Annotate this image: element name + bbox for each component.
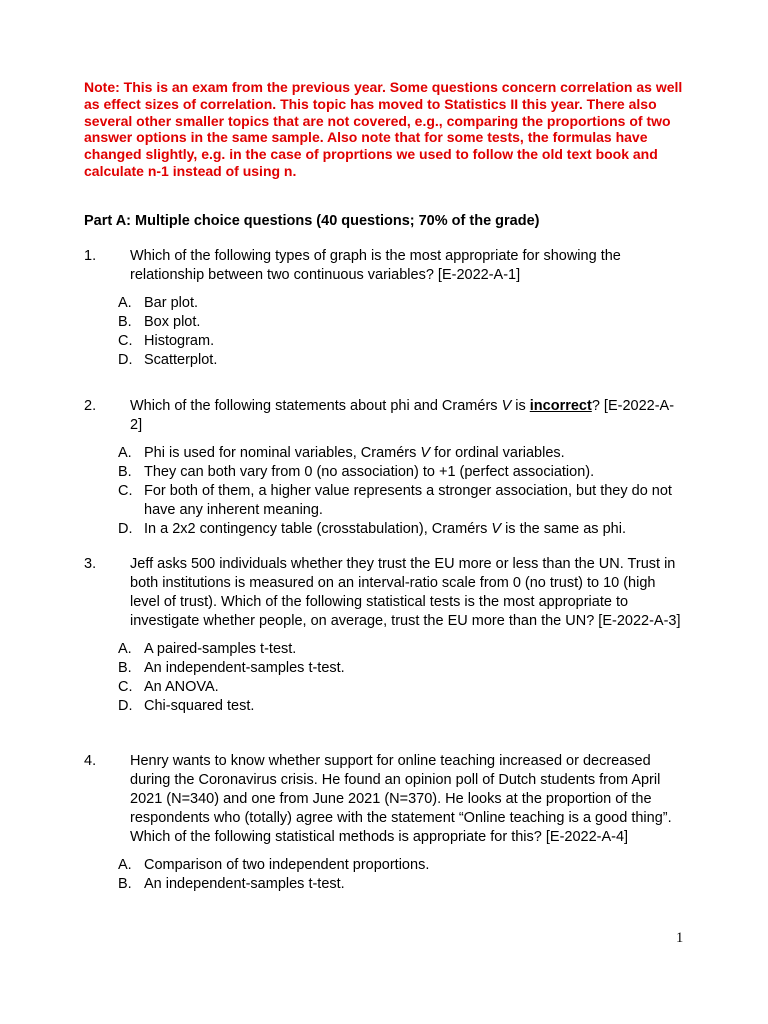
question-3 [84,555,684,716]
option-letter: B. [118,876,132,892]
option-text: An independent-samples t-test. [144,876,345,892]
option-letter: A. [118,445,132,461]
exam-note: Note: This is an exam from the previous year. Some questions concern correlation as well as effect sizes of correlation. This topic has moved to Statistics II this year. There also several other smaller topics that are not covered, e.g., comparing the proportions of two answer options in the same sample. Also note that for some tests, the formulas have changed slightly, e.g. in the case of proprtions we used to follow the old text book and calculate n-1 instead of using n. [84,79,683,179]
question-2 [84,397,684,539]
option-text: Histogram. [144,333,215,349]
variable-v: V [491,521,502,537]
option-text: An ANOVA. [144,679,219,695]
answer-option-c [84,678,684,697]
part-a-title: Part A: Multiple choice questions (40 questions; 70% of the grade) [84,213,540,229]
option-letter: D. [118,521,133,537]
answer-option-c [84,482,684,520]
option-text: Comparison of two independent proportions. [144,857,430,873]
answer-option-a [84,444,684,463]
emphasis-incorrect: incorrect [529,398,592,414]
option-text: Chi-squared test. [144,698,255,714]
answer-option-b [84,659,684,678]
question-text [130,397,684,435]
option-text: is the same as phi. [501,521,626,537]
option-letter: D. [118,352,133,368]
option-text: Phi is used for nominal variables, Cramérs [144,445,421,461]
answer-option-d [84,520,684,539]
option-text: For both of them, a higher value represents a stronger association, but they do not have any inherent meaning. [144,483,672,518]
option-letter: A. [118,857,132,873]
answer-option-d [84,351,684,370]
option-letter: C. [118,679,133,695]
answer-option-b [84,313,684,332]
answer-options [84,640,684,716]
answer-options [84,856,684,894]
question-text: Which of the following types of graph is the most appropriate for showing the relationship between two continuous variables? [E-2022-A-1] [130,248,621,283]
question-number: 4. [84,753,97,769]
answer-option-a [84,856,684,875]
question-text-part: Which of the following statements about phi and Cramérs [130,398,502,414]
option-letter: B. [118,314,132,330]
option-text: Scatterplot. [144,352,218,368]
option-text: for ordinal variables. [430,445,565,461]
option-letter: A. [118,295,132,311]
variable-v: V [420,445,431,461]
answer-options [84,294,684,370]
question-text-part: is [511,398,530,414]
variable-v: V [501,398,512,414]
answer-option-c [84,332,684,351]
question-text: Henry wants to know whether support for online teaching increased or decreased during the Coronavirus crisis. He found an opinion poll of Dutch students from April 2021 (N=340) and one from June 2021 (N=370). He looks at the proportion of the respondents who (totally) agree with the statement “Online teaching is a good thing”. Which of the following statistical methods is appropriate for this? [E-2022-A-4] [130,753,672,845]
option-letter: C. [118,483,133,499]
answer-option-a [84,294,684,313]
question-number: 2. [84,398,97,414]
answer-option-b [84,463,684,482]
option-letter: D. [118,698,133,714]
answer-option-b [84,875,684,894]
answer-options [84,444,684,539]
question-number: 1. [84,248,97,264]
question-number: 3. [84,556,97,572]
option-letter: B. [118,464,132,480]
option-letter: A. [118,641,132,657]
question-text: Jeff asks 500 individuals whether they trust the EU more or less than the UN. Trust in both institutions is measured on an interval-ratio scale from 0 (no trust) to 10 (high level of trust). Which of the following statistical tests is the most appropriate to investigate whether people, on average, trust the EU more than the UN? [E-2022-A-3] [130,556,681,629]
question-4 [84,752,684,894]
option-text: They can both vary from 0 (no association) to +1 (perfect association). [144,464,595,480]
question-1 [84,247,684,370]
option-text: Bar plot. [144,295,198,311]
option-text: Box plot. [144,314,201,330]
option-letter: B. [118,660,132,676]
option-text: A paired-samples t-test. [144,641,297,657]
option-text: An independent-samples t-test. [144,660,345,676]
question-text-part: ? [E-2022-A-2] [130,398,675,433]
answer-option-d [84,697,684,716]
answer-option-a [84,640,684,659]
option-letter: C. [118,333,133,349]
option-text: In a 2x2 contingency table (crosstabulation), Cramérs [144,521,492,537]
page-number: 1 [676,930,684,946]
